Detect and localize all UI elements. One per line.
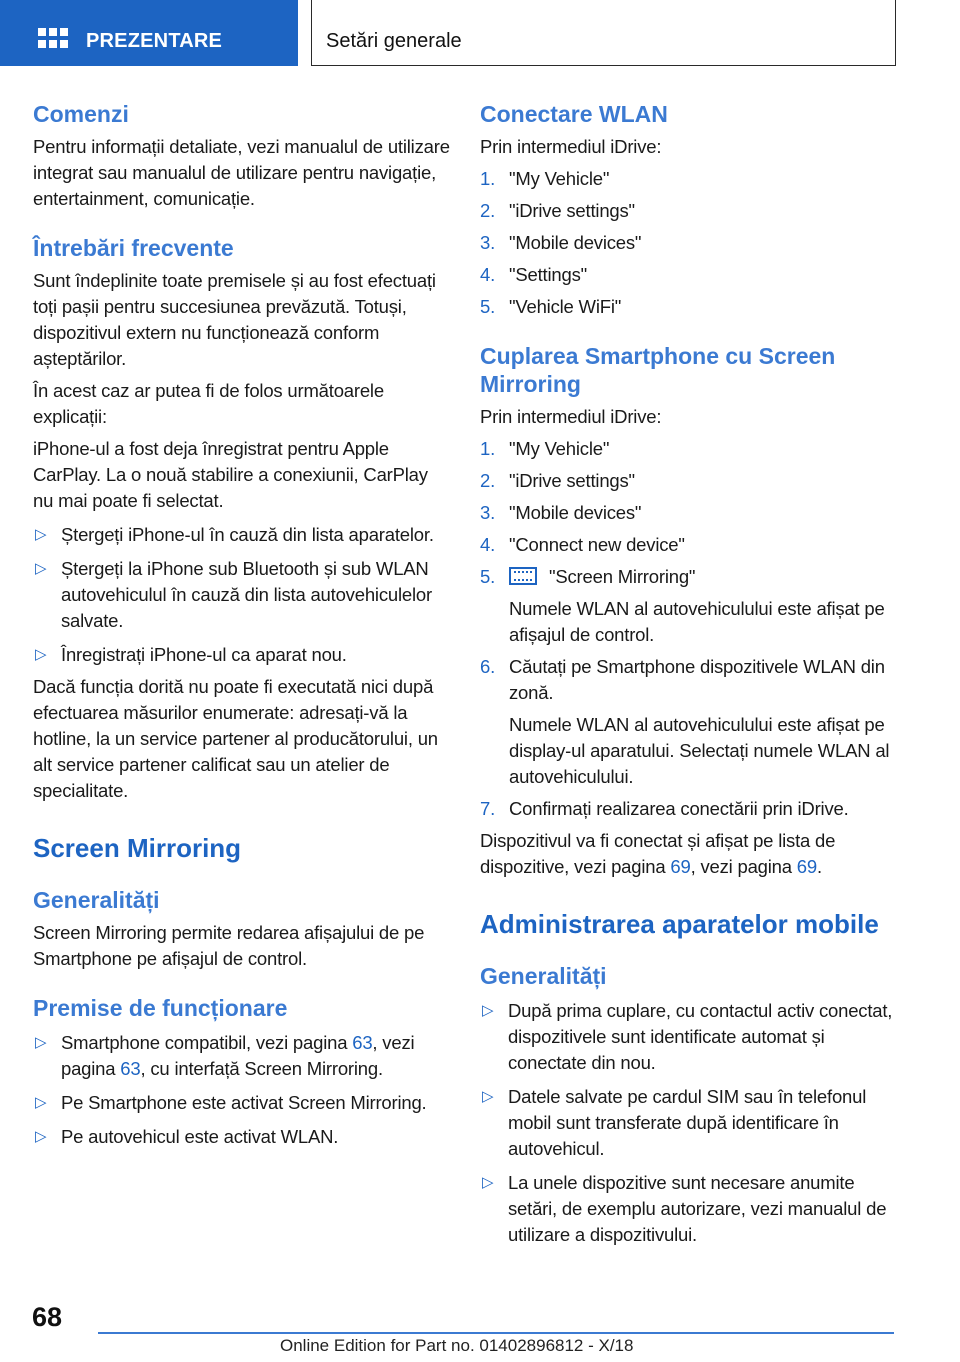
heading-conectare-wlan: Conectare WLAN (480, 101, 668, 127)
grid-icon (38, 28, 68, 50)
triangle-bullet-icon: ▷ (35, 646, 47, 663)
list-item: 3. "Mobile devices" (480, 502, 642, 523)
wlan-steps (480, 166, 898, 320)
cuplarea-steps (480, 436, 898, 822)
list-item: 5. "Screen Mirroring" Numele WLAN al autovehiculului este afișat pe afișajul de control. (480, 566, 885, 645)
page-link-63[interactable]: 63 (352, 1032, 373, 1053)
premise-bullet-list (33, 1030, 451, 1150)
triangle-bullet-icon: ▷ (35, 1128, 47, 1145)
section-title: Setări generale (326, 30, 462, 52)
chapter-tab-label: PREZENTARE (86, 30, 223, 52)
list-item: ▷ După prima cuplare, cu contactul activ conectat, dispozitivele sunt identificate automat și conectate din nou. (482, 1000, 893, 1073)
list-item: ▷ Pe autovehicul este activat WLAN. (33, 1124, 451, 1150)
intrebari-paragraph-3: iPhone-ul a fost deja înregistrat pentru Apple CarPlay. La o nouă stabilire a conexiunii, CarPlay nu mai poate fi selectat. (33, 438, 428, 511)
intrebari-paragraph-2: În acest caz ar putea fi de folos următoarele explicații: (33, 380, 384, 427)
list-item: 5. "Vehicle WiFi" (480, 296, 622, 317)
page-header (0, 0, 960, 66)
triangle-bullet-icon: ▷ (35, 1094, 47, 1111)
triangle-bullet-icon: ▷ (482, 1088, 494, 1105)
list-item: ▷ Pe Smartphone este activat Screen Mirroring. (33, 1090, 451, 1116)
intrebari-paragraph-4: Dacă funcția dorită nu poate fi executată nici după efectuarea măsurilor enumerate: adresați-vă la hotline, la un service partener al producătorului, un alt service partener calificat sau un atelier de specialitate. (33, 676, 438, 801)
page-number: 68 (32, 1302, 63, 1332)
right-column (480, 100, 898, 1248)
list-item: 4. "Connect new device" (480, 534, 685, 555)
generalitati-text: Screen Mirroring permite redarea afișajului de pe Smartphone pe afișajul de control. (33, 922, 425, 969)
list-item: 1. "My Vehicle" (480, 438, 610, 459)
triangle-bullet-icon: ▷ (482, 1174, 494, 1191)
cuplarea-intro: Prin intermediul iDrive: (480, 406, 662, 427)
list-item: ▷ Ștergeți iPhone-ul în cauză din lista aparatelor. (33, 522, 451, 548)
triangle-bullet-icon: ▷ (482, 1002, 494, 1019)
heading-cuplarea: Cuplarea Smartphone cu Screen Mirroring (480, 343, 836, 397)
list-item: ▷ Înregistrați iPhone-ul ca aparat nou. (33, 642, 451, 668)
list-item: 3. "Mobile devices" (480, 232, 642, 253)
footer-edition-text: Online Edition for Part no. 01402896812 - X/18 (280, 1336, 634, 1355)
list-item: ▷ La unele dispozitive sunt necesare anumite setări, de exemplu autorizare, vezi manualul de utilizare a dispozitivului. (482, 1172, 887, 1245)
cuplarea-after-text: Dispozitivul va fi conectat și afișat pe lista de dispozitive, vezi pagina 69, vezi pagina 69. (480, 830, 836, 877)
left-column (33, 100, 451, 1150)
footer-divider (98, 1332, 894, 1334)
wlan-intro: Prin intermediul iDrive: (480, 136, 662, 157)
intrebari-bullet-list (33, 522, 451, 668)
heading-generalitati: Generalități (33, 887, 160, 913)
list-item: 4. "Settings" (480, 264, 587, 285)
heading-screen-mirroring: Screen Mirroring (33, 833, 242, 863)
chapter-tab[interactable] (0, 0, 298, 66)
list-item: 6. Căutați pe Smartphone dispozitivele WLAN din zonă. Numele WLAN al autovehiculului este afișat pe display-ul aparatului. Selectați numele WLAN al autovehiculului. (480, 656, 890, 787)
triangle-bullet-icon: ▷ (35, 560, 47, 577)
intrebari-paragraph-1: Sunt îndeplinite toate premisele și au fost efectuați toți pașii pentru succesiunea prevăzută. Totuși, dispozitivul extern nu funcționează conform așteptărilor. (33, 270, 436, 369)
heading-intrebari: Întrebări frecvente (33, 235, 234, 261)
page-link-63[interactable]: 63 (120, 1058, 141, 1079)
heading-generalitati-admin: Generalități (480, 963, 607, 989)
triangle-bullet-icon: ▷ (35, 1034, 47, 1051)
page-link-69[interactable]: 69 (670, 856, 691, 877)
comenzi-text: Pentru informații detaliate, vezi manualul de utilizare integrat sau manualul de utilizare pentru navigație, entertainment, comunicație. (33, 136, 450, 209)
list-item: 2. "iDrive settings" (480, 200, 635, 221)
list-item: 2. "iDrive settings" (480, 470, 635, 491)
screen-mirroring-icon (509, 567, 537, 585)
administrarea-bullet-list (480, 998, 898, 1248)
heading-administrarea: Administrarea aparatelor mobile (480, 909, 879, 939)
section-title-box (311, 0, 896, 66)
list-item: ▷ Smartphone compatibil, vezi pagina 63, vezi pagina 63, cu interfață Screen Mirroring. (35, 1032, 415, 1079)
list-item: ▷ Ștergeți la iPhone sub Bluetooth și sub WLAN autovehiculul în cauză din lista autovehiculelor salvate. (35, 558, 432, 631)
heading-premise: Premise de funcționare (33, 995, 288, 1021)
list-item: 7. Confirmați realizarea conectării prin iDrive. (480, 798, 849, 819)
page-link-69[interactable]: 69 (796, 856, 817, 877)
list-item: ▷ Datele salvate pe cardul SIM sau în telefonul mobil sunt transferate după identificare în autovehicul. (482, 1086, 867, 1159)
list-item: 1. "My Vehicle" (480, 168, 610, 189)
heading-comenzi: Comenzi (33, 101, 129, 127)
triangle-bullet-icon: ▷ (35, 526, 47, 543)
